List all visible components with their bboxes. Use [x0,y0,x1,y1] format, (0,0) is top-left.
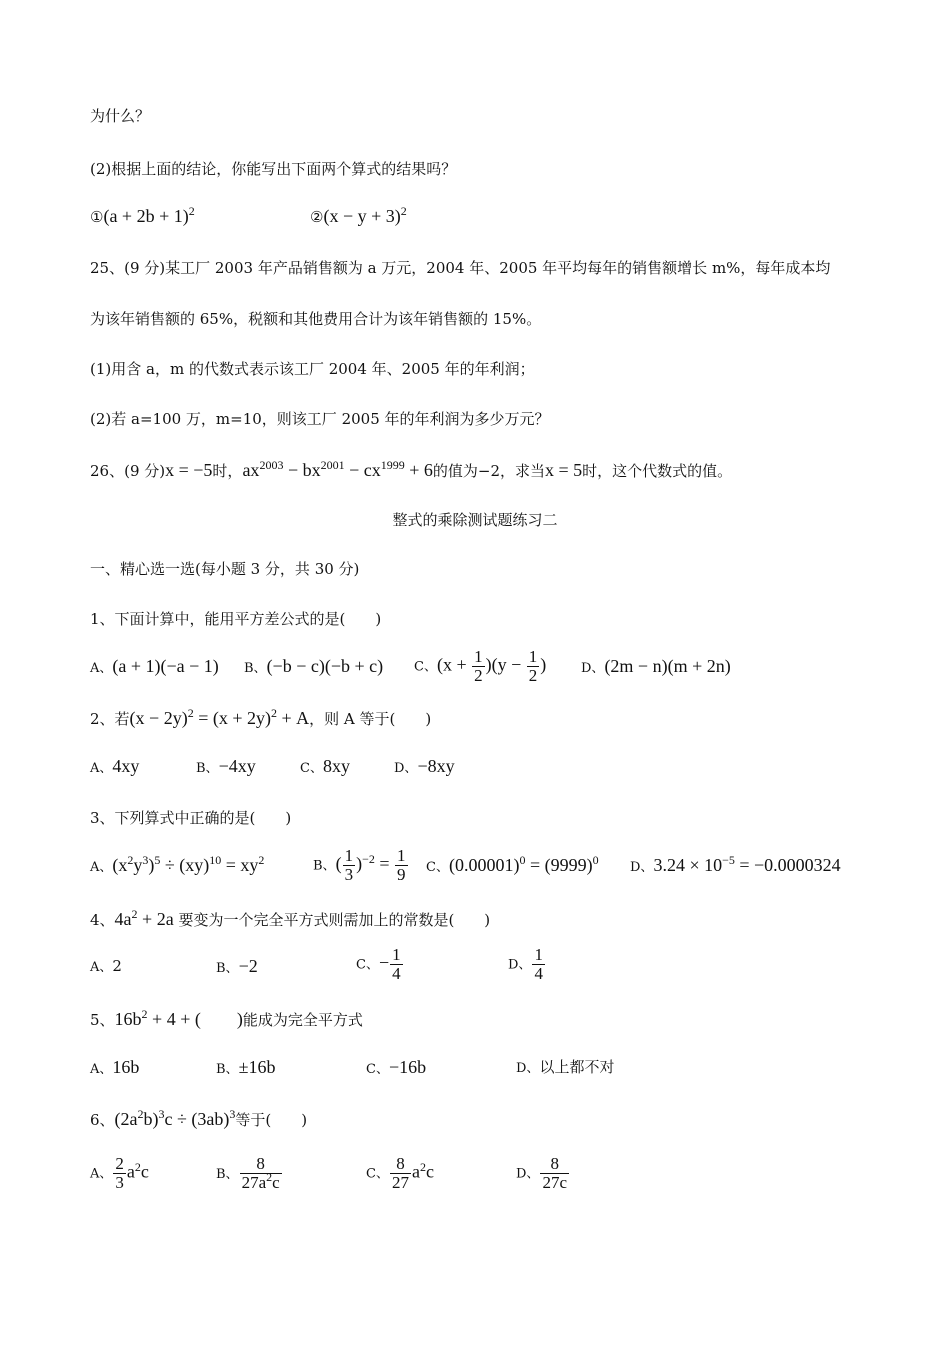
q25-part1: (1)用含 a，m 的代数式表示该工厂 2004 年、2005 年的年利润； [90,360,535,378]
q4-b-label: B、 [216,961,239,976]
q2-option-a [90,756,139,779]
q24-e1-exponent: 2 [188,204,195,218]
fraction-denominator: 2 [474,666,483,685]
q3-a-part-4: ÷ (xy) [160,855,210,875]
q6-a-label: A、 [90,1166,113,1182]
q3-d-exp: −5 [722,853,735,867]
q5-suffix: 能成为完全平方式 [242,1011,363,1029]
q5-option-a [90,1057,139,1080]
q1-c-label: C、 [414,659,437,675]
fraction-numerator: 8 [540,1155,569,1174]
q26-term-2: − bx [283,460,321,480]
q1-option-c [414,648,546,685]
q2-d-label: D、 [394,761,418,776]
fraction-denominator: 3 [344,865,354,884]
q5-a-label: A、 [90,1062,113,1077]
q3-a-part-1: (x [112,855,128,875]
q6-b-den-term-2: c [272,1173,280,1192]
fraction-denominator: 9 [397,865,406,884]
q1-a-expr: (a + 1)(−a − 1) [112,656,219,676]
q4-option-c [356,946,404,983]
q3-c-part-1: (0.00001) [448,855,520,875]
fraction-numerator: 1 [397,846,406,865]
q1-d-expr: (2m − n)(m + 2n) [604,656,731,676]
q1-c-fraction-1 [472,648,485,685]
fraction-denominator: 4 [392,964,401,983]
fraction-numerator: 2 [115,1154,124,1173]
q3-a-part-2: y [133,855,143,875]
section-1-heading: 一、精心选一选(每小题 3 分，共 30 分) [90,560,360,578]
q6-c-fraction [390,1155,411,1192]
fraction-denominator: 2 [528,666,538,685]
q26-exp-1: 2003 [259,458,284,472]
q6-exp-1: 2 [137,1107,144,1121]
q1-option-b [244,656,383,679]
fraction-denominator: 27c [542,1173,567,1192]
q24-e2-exponent: 2 [400,204,407,218]
q2-exp-1: 2 [187,706,194,720]
q2-exp-2: 2 [270,706,277,720]
q6-c-exp: 2 [419,1159,426,1174]
q26-when: 时， [212,462,243,480]
q2-c-label: C、 [300,761,323,776]
q4-term-2: + 2a [137,909,174,929]
q2-stem [90,708,431,730]
q6-term-2: b) [143,1109,159,1129]
q5-option-d [516,1057,614,1079]
q1-c-part-2: )(y − [485,654,526,675]
q3-b-part-1: ( [335,853,342,874]
q26-line [90,460,732,482]
q24-expression-2-wrap [310,206,407,228]
q4-d-label: D、 [508,957,532,973]
q4-exp-1: 2 [131,907,138,921]
q26-prefix: 26、(9 分) [90,462,166,480]
q3-option-c [426,855,599,878]
q3-c-exp-1: 0 [519,853,526,867]
q25-line-2: 为该年销售额的 65%，税额和其他费用合计为该年销售额的 15%。 [90,310,542,328]
q26-exp-3: 1999 [380,458,405,472]
q6-d-label: D、 [516,1166,540,1182]
q3-d-part-1: 3.24 × 10 [653,855,723,875]
q1-c-part-3: ) [540,654,547,675]
q2-option-b [196,756,256,779]
q24-expressions [90,204,407,228]
q1-c-fraction-2 [527,648,540,685]
q2-a-expr: 4xy [112,756,140,776]
q3-a-part-5: = xy [221,855,259,875]
q5-b-label: B、 [216,1062,239,1077]
q5-b-expr: ±16b [238,1057,276,1077]
q3-c-label: C、 [426,860,449,875]
q6-a-exp: 2 [134,1159,141,1174]
q3-b-exp: −2 [362,851,375,866]
q5-term-2: + 4 + ( ) [147,1009,243,1029]
q5-c-expr: −16b [388,1057,427,1077]
fraction-numerator: 8 [240,1155,282,1174]
q24-expression-2: (x − y + 3) [323,206,401,226]
q3-a-label: A、 [90,860,113,875]
q3-option-b [313,847,409,884]
q6-stem [90,1109,307,1131]
q2-b-label: B、 [196,761,219,776]
q5-prefix: 5、 [90,1011,115,1029]
q5-a-expr: 16b [112,1057,140,1077]
q4-option-a [90,956,122,978]
q3-c-exp-2: 0 [592,853,599,867]
q6-prefix: 6、 [90,1111,115,1129]
q1-a-label: A、 [90,661,113,676]
q1-d-label: D、 [581,661,605,676]
q6-d-fraction [540,1155,569,1192]
q26-end-text: 时，这个代数式的值。 [582,462,733,480]
fraction-numerator: 1 [534,945,543,964]
q2-suffix: ，则 A 等于( ) [309,710,432,728]
q24-why-line: 为什么？ [90,107,151,125]
q6-option-a [90,1155,149,1192]
q4-term-1: 4a [114,909,132,929]
q2-c-expr: 8xy [322,756,350,776]
q25-line-1: 25、(9 分)某工厂 2003 年产品销售额为 a 万元，2004 年、2005 年平均每年的销售额增长 m%，每年成本均 [90,259,831,277]
q6-option-b [216,1155,283,1193]
q4-a-label: A、 [90,960,113,975]
q4-c-sign: − [378,952,390,973]
q1-c-part-1: (x + [436,654,472,675]
q26-term-1: ax [242,460,260,480]
q4-d-fraction [532,946,545,983]
fraction-numerator: 1 [344,846,354,865]
q24-expression-1: (a + 2b + 1) [103,206,189,226]
q4-c-label: C、 [356,957,379,973]
q4-suffix: 要变为一个完全平方式则需加上的常数是( ) [173,911,491,929]
q6-option-d [516,1155,570,1192]
q2-term-1: (x − 2y) [129,708,188,728]
q1-stem: 1、下面计算中，能用平方差公式的是( ) [90,610,382,628]
q26-term-3: − cx [344,460,381,480]
q6-b-den-exp: 2 [266,1170,273,1184]
q6-a-term-2: c [140,1161,149,1182]
fraction-denominator: 3 [115,1173,124,1192]
fraction-numerator: 1 [474,647,483,666]
q2-term-3: + A [276,708,310,728]
fraction-numerator: 8 [390,1155,411,1174]
q1-option-d [581,656,731,679]
q24-e1-mark: ① [90,208,104,226]
q4-c-fraction [390,946,403,983]
q3-a-exp-1: 2 [127,853,134,867]
q3-option-d [630,855,841,878]
q25-part2: (2)若 a=100 万，m=10，则该工厂 2005 年的年利润为多少万元？ [90,410,550,428]
q6-b-label: B、 [216,1167,239,1182]
q5-option-c [366,1057,426,1080]
fraction-denominator: 4 [534,964,543,983]
fraction-numerator: 1 [528,647,538,666]
q2-b-expr: −4xy [218,756,256,776]
q2-option-c [300,756,350,779]
q5-exp-1: 2 [141,1007,148,1021]
fraction-denominator [240,1170,282,1193]
q1-b-expr: (−b − c)(−b + c) [266,656,384,676]
q3-a-exp-4: 10 [209,853,222,867]
q4-stem [90,909,490,931]
q6-exp-2: 3 [158,1107,165,1121]
q4-option-d [508,946,546,983]
q6-a-term: a [126,1161,135,1182]
q3-b-part-2: ) [356,853,363,874]
q3-b-fraction-2 [395,847,408,884]
q6-b-fraction [240,1155,282,1193]
q26-middle-text: 的值为−2，求当 [432,462,546,480]
q2-option-d [394,756,455,779]
q1-option-a [90,656,219,679]
q24-part2: (2)根据上面的结论，你能写出下面两个算式的结果吗？ [90,160,457,178]
page-title: 整式的乘除测试题练习二 [392,511,558,529]
q6-b-den-term: 27a [241,1173,267,1192]
q6-c-term-2: c [425,1161,434,1182]
q4-a-expr: 2 [112,957,122,975]
q3-a-exp-2: 3 [142,853,149,867]
q6-term-3: c ÷ (3ab) [164,1109,230,1129]
q3-stem: 3、下列算式中正确的是( ) [90,809,292,827]
q6-a-fraction [113,1155,126,1192]
q3-b-fraction-1 [343,847,356,884]
q2-term-2: = (x + 2y) [193,708,271,728]
q6-suffix: 等于( ) [235,1111,308,1129]
q3-a-exp-5: 2 [258,853,265,867]
q5-stem [90,1009,363,1031]
q3-b-label: B、 [313,858,336,874]
q24-e2-mark: ② [310,208,324,226]
q6-c-term: a [411,1161,420,1182]
q26-exp-2: 2001 [320,458,345,472]
q5-d-label: D、 [516,1061,540,1076]
q4-b-expr: −2 [238,956,258,976]
q2-d-expr: −8xy [417,756,455,776]
q5-term-1: 16b [114,1009,142,1029]
q5-c-label: C、 [366,1062,389,1077]
q2-a-label: A、 [90,761,113,776]
q3-b-part-3: = [374,853,394,874]
q6-exp-3: 3 [229,1107,236,1121]
q4-option-b [216,956,258,979]
q6-term-1: (2a [114,1109,138,1129]
q3-a-exp-3: 5 [154,853,161,867]
q26-term-4: + 6 [404,460,433,480]
q2-prefix: 2、若 [90,710,130,728]
q6-c-label: C、 [366,1166,389,1182]
q26-condition-2: x = 5 [545,460,583,480]
fraction-denominator: 27 [391,1173,409,1192]
q26-condition: x = −5 [165,460,213,480]
q6-option-c [366,1155,434,1192]
fraction-numerator: 1 [392,945,401,964]
q3-c-part-2: = (9999) [525,855,593,875]
q4-prefix: 4、 [90,911,115,929]
q3-option-a [90,855,264,878]
q5-d-text: 以上都不对 [539,1058,615,1076]
q3-d-part-2: = −0.0000324 [734,855,841,875]
q1-b-label: B、 [244,661,267,676]
q3-d-label: D、 [630,860,654,875]
q3-a-part-3: ) [148,855,155,875]
q5-option-b [216,1057,275,1080]
